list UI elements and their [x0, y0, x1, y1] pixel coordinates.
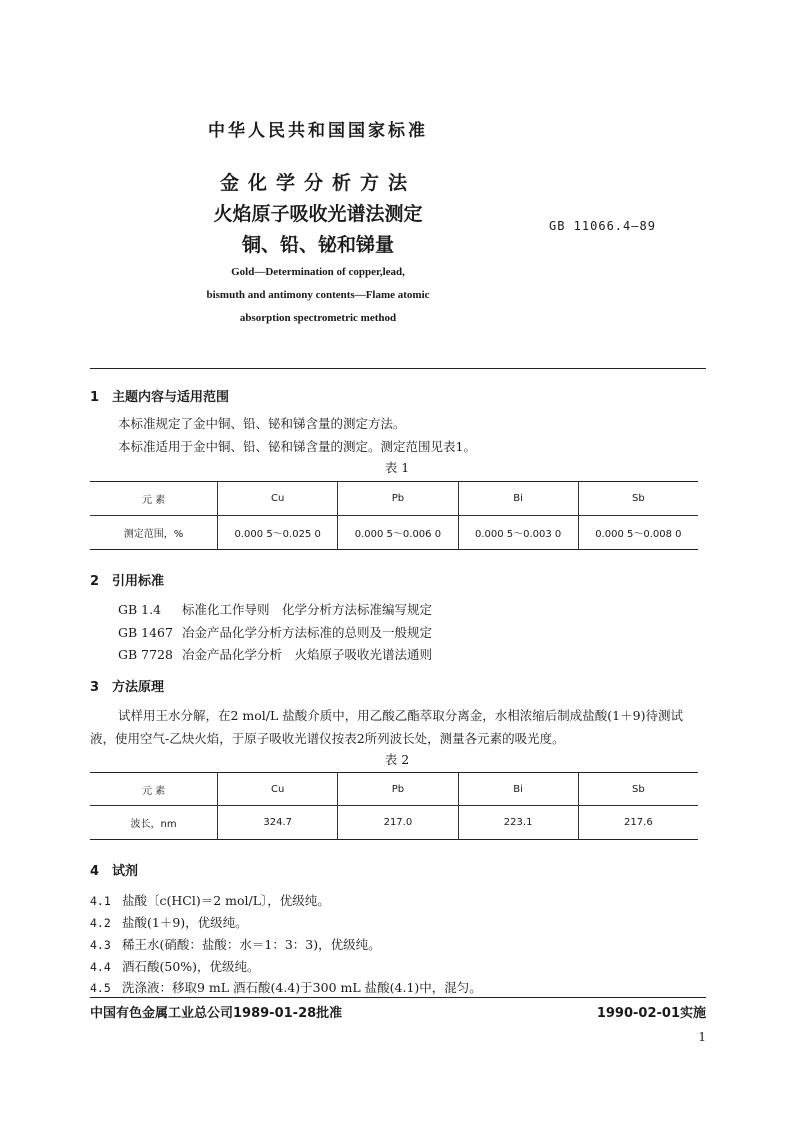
table-header-cell: Pb	[338, 482, 458, 516]
section-1-para-1: 本标准规定了金中铜、铅、铋和锑含量的测定方法。	[118, 416, 406, 431]
table-header-row	[90, 482, 698, 516]
table-header-cell: 元 素	[90, 482, 218, 516]
section-2-heading	[90, 570, 164, 589]
title-line-1: 金化学分析方法	[219, 172, 416, 194]
section-3-heading	[90, 676, 164, 695]
section-1-para-2: 本标准适用于金中铜、铅、铋和锑含量的测定。测定范围见表1。	[118, 439, 476, 454]
table-cell: 0.000 5～0.008 0	[578, 516, 698, 550]
table-header-cell: Cu	[218, 773, 338, 806]
section-title: 引用标准	[112, 574, 165, 589]
reference-item	[118, 600, 432, 618]
national-standard-heading: 中华人民共和国国家标准	[208, 121, 428, 141]
reagent-item	[90, 913, 248, 931]
table-cell: 0.000 5～0.006 0	[338, 516, 458, 550]
section-1-heading	[90, 386, 229, 405]
table-cell: 223.1	[458, 806, 578, 840]
table-cell: 324.7	[218, 806, 338, 840]
header-divider	[90, 368, 706, 369]
reagent-item	[90, 978, 482, 996]
reagent-number: 4.3	[90, 938, 111, 952]
reference-text: 标准化工作导则 化学分析方法标准编写规定	[182, 602, 433, 617]
reagent-item	[90, 891, 330, 909]
reagent-text: 稀王水(硝酸：盐酸：水＝1：3：3)，优级纯。	[122, 937, 381, 952]
reagent-text: 盐酸(1＋9)，优级纯。	[122, 915, 248, 930]
reference-code: GB 1467	[118, 625, 173, 640]
reagent-item	[90, 935, 381, 953]
reagent-text: 酒石酸(50%)，优级纯。	[122, 959, 260, 974]
table-2	[90, 772, 698, 840]
table-header-cell: Sb	[578, 482, 698, 516]
reference-code: GB 1.4	[118, 602, 162, 617]
section-number: 4	[90, 864, 100, 879]
english-title-line-1: Gold—Determination of copper,lead,	[231, 266, 405, 278]
table-header-cell: 元 素	[90, 773, 218, 806]
reagent-item	[90, 957, 260, 975]
table-header-row	[90, 773, 698, 806]
table-cell: 217.6	[578, 806, 698, 840]
table-1-caption: 表 1	[384, 460, 410, 475]
reagent-text: 洗涤液：移取9 mL 酒石酸(4.4)于300 mL 盐酸(4.1)中，混匀。	[122, 980, 482, 995]
section-title: 试剂	[112, 864, 139, 879]
reagent-number: 4.5	[90, 981, 111, 995]
table-cell: 217.0	[338, 806, 458, 840]
section-number: 3	[90, 680, 100, 695]
approval-statement: 中国有色金属工业总公司1989-01-28批准	[90, 1006, 343, 1021]
table-header-cell: Bi	[458, 482, 578, 516]
table-cell: 0.000 5～0.003 0	[458, 516, 578, 550]
section-4-heading	[90, 860, 138, 879]
section-title: 方法原理	[112, 680, 165, 695]
table-1	[90, 481, 698, 550]
table-header-cell: Cu	[218, 482, 338, 516]
english-title-line-2: bismuth and antimony contents—Flame atomic	[206, 289, 430, 301]
section-number: 2	[90, 574, 100, 589]
table-cell: 波长，nm	[90, 806, 218, 840]
reagent-number: 4.4	[90, 960, 111, 974]
table-header-cell: Sb	[578, 773, 698, 806]
implementation-date: 1990-02-01实施	[596, 1006, 706, 1021]
reagent-number: 4.1	[90, 894, 111, 908]
section-number: 1	[90, 390, 100, 405]
reagent-text: 盐酸〔c(HCl)＝2 mol/L〕，优级纯。	[122, 893, 330, 908]
reference-text: 冶金产品化学分析 火焰原子吸收光谱法通则	[182, 647, 433, 662]
table-cell: 0.000 5～0.025 0	[218, 516, 338, 550]
table-2-caption: 表 2	[384, 752, 410, 767]
page-number: 1	[698, 1030, 706, 1044]
title-line-2: 火焰原子吸收光谱法测定	[213, 203, 423, 225]
reference-item	[118, 623, 432, 641]
table-cell: 测定范围，%	[90, 516, 218, 550]
reference-item	[118, 645, 432, 663]
english-title-line-3: absorption spectrometric method	[239, 312, 397, 324]
reference-code: GB 7728	[118, 647, 173, 662]
title-line-3: 铜、铅、铋和锑量	[241, 234, 394, 256]
section-3-para: 试样用王水分解，在2 mol/L 盐酸介质中，用乙酸乙酯萃取分离金，水相浓缩后制成盐酸(1＋9)待测试液，使用空气-乙炔火焰，于原子吸收光谱仪按表2所列波长处，测量各元素的吸光度。	[90, 708, 683, 746]
footer-divider	[90, 997, 706, 998]
table-header-cell: Pb	[338, 773, 458, 806]
standard-number: GB 11066.4—89	[549, 219, 656, 233]
table-row	[90, 516, 698, 550]
section-title: 主题内容与适用范围	[112, 390, 230, 405]
reference-text: 冶金产品化学分析方法标准的总则及一般规定	[182, 625, 433, 640]
table-header-cell: Bi	[458, 773, 578, 806]
reagent-number: 4.2	[90, 916, 111, 930]
table-row	[90, 806, 698, 840]
